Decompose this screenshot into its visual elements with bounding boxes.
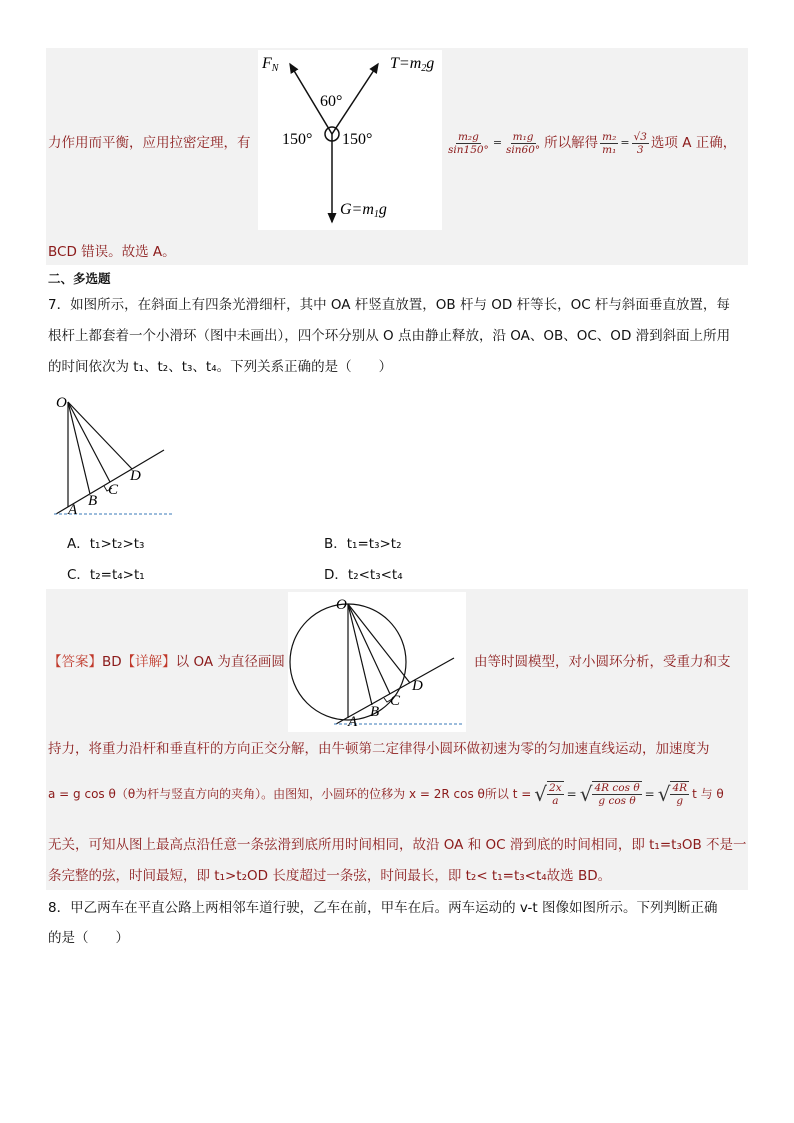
angle-150-right-label: 150° [342,131,373,148]
q7-text-line1: 7．如图所示，在斜面上有四条光滑细杆，其中 OA 杆竖直放置，OB 杆与 OD 杆等长，OC 杆与斜面垂直放置，每 [48,297,730,313]
circle-point-a-label: A [348,714,358,730]
q7-text-line3: 的时间依次为 t₁、t₂、t₃、t₄。下列关系正确的是（ ） [48,359,393,375]
angle-60-label: 60° [320,93,343,110]
gravity-label: G=m1g [340,201,387,220]
sqrt-term-2: √ $\frac{\text{4R cos θ}}{\text{g cos θ}}$ [579,782,640,807]
circle-point-o-label: O [336,597,347,613]
q7-option-d[interactable]: D．t₂<t₃<t₄ [324,567,403,583]
section-heading: 二、多选题 [48,271,111,286]
answer7-line1-right: 由等时圆模型，对小圆环分析，受重力和支 [474,654,731,670]
point-a-label: A [68,502,78,518]
eq-frac-2: $\frac{\text{m₁g}}{\sin 60^\circ}$ [506,130,541,156]
sqrt-term-3: √ $\frac{4R}{g}$ [657,782,688,807]
point-c-label: C [108,482,119,498]
q7-equal-time-circle-figure [288,592,466,732]
circle-point-d-label: D [412,678,423,694]
ratio-frac: $\frac{\text{m₂}}{\text{m₁}}$ [602,130,617,156]
force-diagram [258,50,442,230]
q8-text-line1: 8．甲乙两车在平直公路上两相邻车道行驶，乙车在前，甲车在后。两车运动的 v-t 图像如图所示。下列判断正确 [48,900,718,916]
answer7-line4: 无关，可知从图上最高点沿任意一条弦滑到底所用时间相同，故沿 OA 和 OC 滑到底的时间相同，即 t₁=t₃OB 不是一 [48,837,747,853]
q7-option-c[interactable]: C．t₂=t₄>t₁ [67,567,145,583]
answer7-line1-left: 【答案】BD【详解】以 OA 为直径画圆 [48,654,285,670]
point-o-label: O [56,395,67,411]
solution-text-1a: 力作用而平衡，应用拉密定理，有 [48,135,251,151]
tension-label: T=m2g [390,55,435,74]
eq-frac-1: $\frac{\text{m₂g}}{\sin 150^\circ}$ [448,130,489,156]
q7-text-line2: 根杆上都套着一个小滑环（图中未画出），四个环分别从 O 点由静止释放，沿 OA、OB、OC、OD 滑到斜面上所用 [48,328,731,344]
answer7-line3: a = g cos θ（θ为杆与竖直方向的夹角）。由图知，小圆环的位移为 x = 2R cos θ所以 t = √ $\frac{2x}{a}$ = √ $\frac{\text{4R cos θ}}{\text{g cos θ}}$ = √ $\frac{4R}{g}$ t 与 θ [48,782,724,807]
result-frac: $\frac{√3}{3}$ [633,130,647,156]
circle-point-b-label: B [370,704,380,720]
q7-option-b[interactable]: B．t₁=t₃>t₂ [324,536,402,552]
point-d-label: D [130,468,141,484]
q7-option-a[interactable]: A．t₁>t₂>t₃ [67,536,145,552]
angle-150-left-label: 150° [282,131,313,148]
sqrt-term-1: √ $\frac{2x}{a}$ [534,782,562,807]
answer7-line2: 持力，将重力沿杆和垂直杆的方向正交分解，由牛顿第二定律得小圆环做初速为零的匀加速直线运动，加速度为 [48,741,710,757]
fn-label: FN [262,55,279,74]
solution-text-1b: BCD 错误。故选 A。 [48,244,176,260]
q8-text-line2: 的是（ ） [48,930,129,946]
answer7-line5: 条完整的弦，时间最短，即 t₁>t₂OD 长度超过一条弦，时间最长，即 t₂< t₁=t₃<t₄故选 BD。 [48,868,612,884]
point-b-label: B [88,493,98,509]
circle-point-c-label: C [390,693,401,709]
lami-equation: $\frac{\text{m₂g}}{\sin 150^\circ}$ = $\frac{\text{m₁g}}{\sin 60^\circ}$ 所以解得 $\frac{\text{m₂}}{\text{m₁}}$ = $\frac{√3}{3}$ 选项 A 正确， [448,130,737,156]
q7-incline-figure [50,390,180,520]
